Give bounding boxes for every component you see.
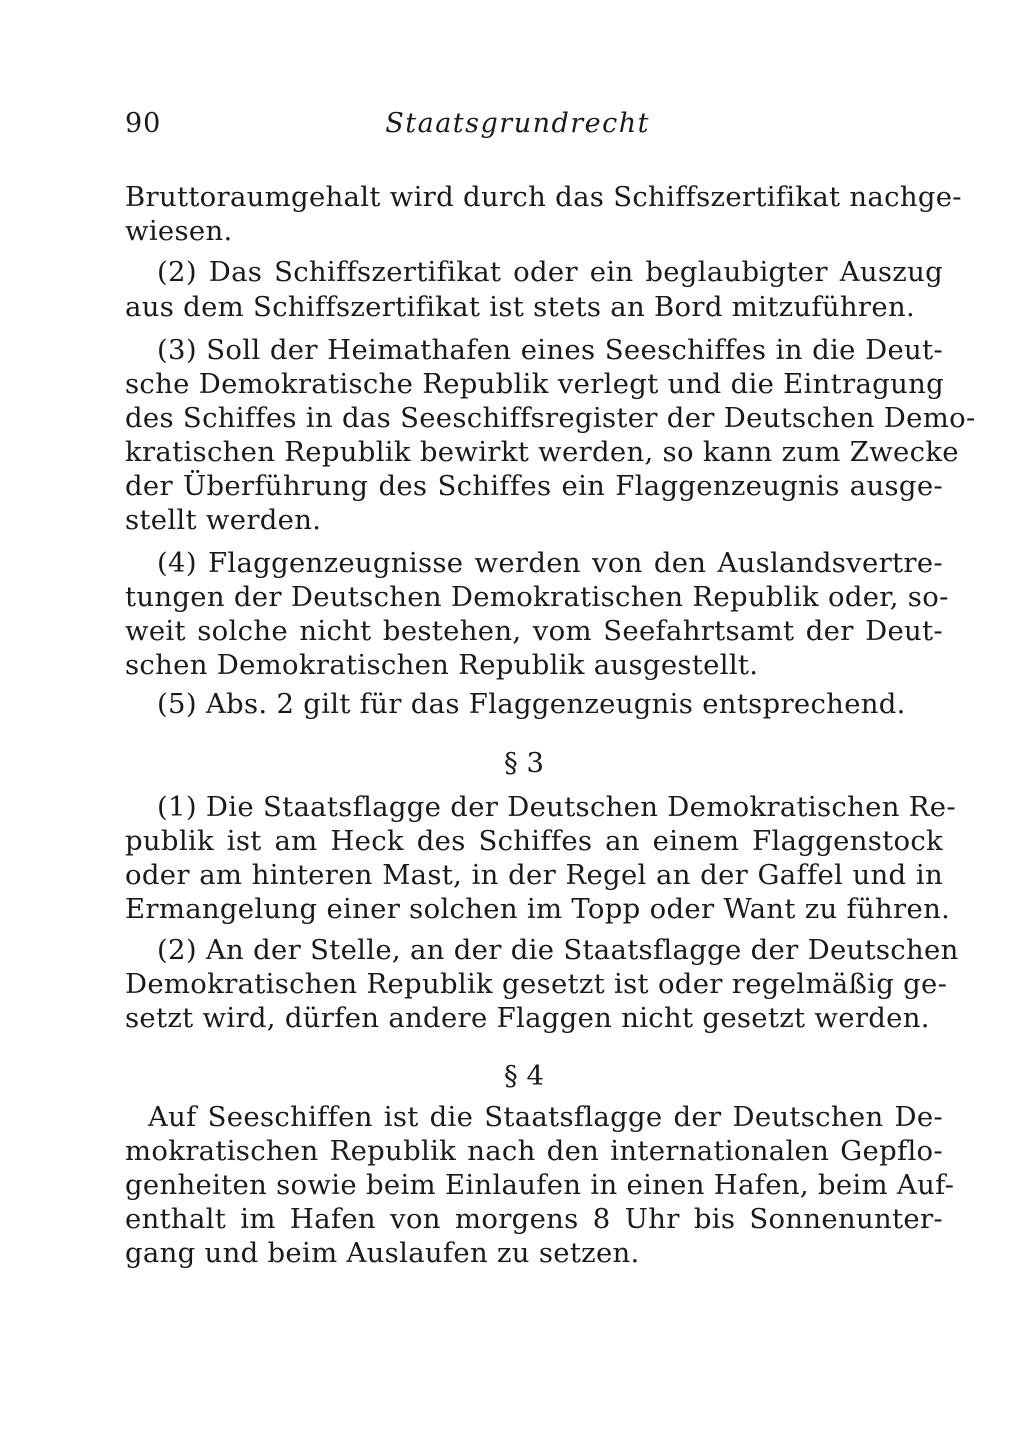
section-heading: § 4 bbox=[504, 1060, 544, 1092]
text-line: (5) Abs. 2 gilt für das Flaggenzeugnis entsprechend. bbox=[157, 688, 906, 720]
text-line: sche Demokratische Republik verlegt und die Eintragung bbox=[125, 368, 944, 400]
text-line: Bruttoraumgehalt wird durch das Schiffszertifikat nachge- bbox=[125, 181, 962, 213]
text-line: publik ist am Heck des Schiffes an einem Flaggenstock bbox=[125, 825, 943, 857]
text-line: der Überführung des Schiffes ein Flaggenzeugnis ausge- bbox=[125, 470, 943, 502]
text-line: gang und beim Auslaufen zu setzen. bbox=[125, 1237, 640, 1269]
text-line: Auf Seeschiffen ist die Staatsflagge der Deutschen De- bbox=[148, 1101, 943, 1133]
text-line: genheiten sowie beim Einlaufen in einen Hafen, beim Auf- bbox=[125, 1169, 955, 1201]
text-line: weit solche nicht bestehen, vom Seefahrtsamt der Deut- bbox=[125, 615, 943, 647]
running-head bbox=[125, 108, 650, 148]
text-line: Ermangelung einer solchen im Topp oder Want zu führen. bbox=[125, 893, 951, 925]
text-line: mokratischen Republik nach den internationalen Gepflo- bbox=[125, 1135, 943, 1167]
text-line: tungen der Deutschen Demokratischen Republik oder, so- bbox=[125, 581, 949, 613]
page-number: 90 bbox=[125, 108, 162, 139]
text-line: Demokratischen Republik gesetzt ist oder regelmäßig ge- bbox=[125, 968, 948, 1000]
text-line: (3) Soll der Heimathafen eines Seeschiffes in die Deut- bbox=[157, 334, 943, 366]
text-line: wiesen. bbox=[125, 215, 233, 247]
running-title: Staatsgrundrecht bbox=[385, 108, 650, 139]
text-line: schen Demokratischen Republik ausgestellt. bbox=[125, 649, 759, 681]
text-line: des Schiffes in das Seeschiffsregister der Deutschen Demo- bbox=[125, 402, 976, 434]
text-line: kratischen Republik bewirkt werden, so kann zum Zwecke bbox=[125, 436, 959, 468]
text-line: (1) Die Staatsflagge der Deutschen Demokratischen Re- bbox=[157, 791, 956, 823]
text-line: (2) Das Schiffszertifikat oder ein beglaubigter Auszug bbox=[157, 256, 943, 288]
text-line: enthalt im Hafen von morgens 8 Uhr bis Sonnenunter- bbox=[125, 1203, 943, 1235]
text-line: aus dem Schiffszertifikat ist stets an Bord mitzuführen. bbox=[125, 291, 915, 323]
text-line: (4) Flaggenzeugnisse werden von den Auslandsvertre- bbox=[157, 547, 943, 579]
text-line: (2) An der Stelle, an der die Staatsflagge der Deutschen bbox=[157, 934, 959, 966]
section-heading: § 3 bbox=[504, 747, 544, 779]
text-line: stellt werden. bbox=[125, 504, 322, 536]
text-line: setzt wird, dürfen andere Flaggen nicht gesetzt werden. bbox=[125, 1002, 930, 1034]
text-line: oder am hinteren Mast, in der Regel an der Gaffel und in bbox=[125, 859, 943, 891]
